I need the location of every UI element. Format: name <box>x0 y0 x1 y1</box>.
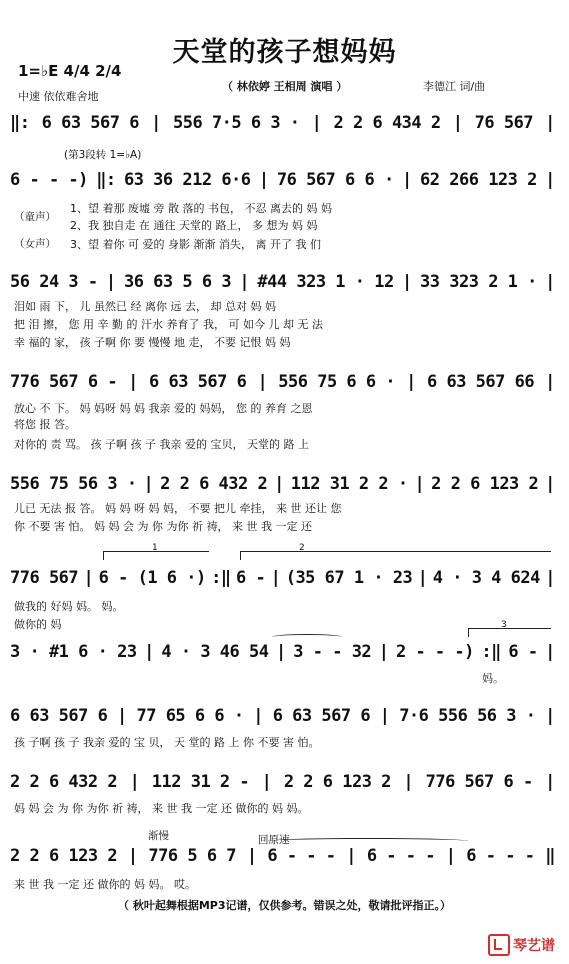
lyric-v3-line6: 做你的 妈 <box>14 618 62 631</box>
measure: 6 63 567 6 <box>41 113 139 133</box>
measure: 2 2 6 123 2 <box>431 474 539 494</box>
measure: 77 65 6 6 · <box>136 706 244 726</box>
bar-line: | <box>253 706 264 726</box>
ritardando-marking: 渐慢 <box>148 830 169 842</box>
measure: 2 2 6 123 2 <box>10 846 118 866</box>
bar-line: | <box>402 170 412 190</box>
measure: 776 567 6 - <box>10 372 118 392</box>
measure: 6 - <box>508 642 538 662</box>
bar-line: | <box>246 846 257 866</box>
volta-bracket-2: 2 <box>240 551 551 560</box>
notation-line-9 <box>10 772 555 792</box>
notation-line-7 <box>10 642 555 662</box>
bar-line: | <box>105 272 116 292</box>
bar-line: | <box>276 642 286 662</box>
final-bar: ‖ <box>545 846 555 866</box>
slur-arc <box>268 838 468 844</box>
key-signature: 1=♭E 4/4 2/4 <box>18 62 122 80</box>
measure: 556 75 56 3 · <box>10 474 137 494</box>
lyric-v3-line3: 幸 福的 家， 孩 子啊 你 要 慢慢 地 走， 不要 记恨 妈 妈 <box>14 336 291 349</box>
lyric-line7: 妈。 <box>482 672 504 685</box>
bar-line: | <box>403 772 414 792</box>
bar-line: | <box>417 568 428 588</box>
measure: 2 - - -) <box>395 642 474 662</box>
voice-female: （女声） <box>14 238 56 250</box>
lyric-v2-line4: 将您 报 答。 <box>14 418 76 431</box>
measure: 56 24 3 - <box>10 272 98 292</box>
repeat-end: :‖ <box>481 642 501 662</box>
bar-line: | <box>151 113 161 133</box>
notation-line-3 <box>10 272 555 292</box>
a-tempo-marking: 回原速 <box>258 834 290 846</box>
measure: 556 7·5 6 3 · <box>172 113 300 133</box>
bar-line: | <box>143 474 154 494</box>
composer: 李德江 词/曲 <box>423 80 486 93</box>
bar-line: | <box>378 642 389 662</box>
lyric-v1-line3: 泪如 雨 下， 儿 虽然已 经 离你 远 去， 却 总对 妈 妈 <box>14 300 276 313</box>
lyric-v3-line5: 你 不要 害 怕。 妈 妈 会 为 你 为你 祈 祷， 来 世 我 一定 还 <box>14 520 312 533</box>
measure: 6 - (1 6 ·) <box>98 568 206 588</box>
lyric-v3-line2: 3、望 着你 可 爱的 身影 渐渐 消失， 离 开了 我 们 <box>70 238 321 251</box>
voice-child: （童声） <box>14 211 56 223</box>
bar-line: | <box>414 474 425 494</box>
measure: 4 · 3 4 624 <box>432 568 540 588</box>
measure: 2 2 6 434 2 <box>333 113 441 133</box>
performers: （ 林依婷 王相周 演唱 ） <box>222 80 348 93</box>
measure: 76 567 <box>474 113 534 133</box>
bar-line: | <box>402 272 412 292</box>
bar-line: | <box>83 568 94 588</box>
bar-line: | <box>257 372 268 392</box>
measure: 2 2 6 432 2 <box>160 474 268 494</box>
bar-line: | <box>261 772 272 792</box>
lyric-line9: 妈 妈 会 为 你 为你 祈 祷， 来 世 我 一定 还 做你的 妈 妈。 <box>14 802 309 815</box>
bar-line: ‖: <box>10 113 30 133</box>
lyric-v2-line2: 2、我 独自走 在 通往 天堂的 路上， 多 想为 妈 妈 <box>70 219 318 232</box>
notation-line-5 <box>10 474 555 494</box>
bar-line: | <box>270 568 281 588</box>
measure: 6 - - - <box>366 846 435 866</box>
notation-line-2 <box>10 170 555 190</box>
measure: 62 266 123 2 <box>420 170 537 190</box>
notation-line-8 <box>10 706 555 726</box>
bar-line: | <box>129 772 140 792</box>
measure: 776 5 6 7 <box>148 846 237 866</box>
measure: 7·6 556 56 3 · <box>399 706 536 726</box>
measure: 4 · 3 46 54 <box>161 642 269 662</box>
bar-line: | <box>117 706 127 726</box>
brand-logo-icon <box>488 934 510 956</box>
notation-line-10 <box>10 846 555 866</box>
bar-line: | <box>445 846 456 866</box>
measure: 76 567 6 6 · <box>276 170 394 190</box>
volta-bracket-1: 1 <box>103 551 209 560</box>
measure: 3 - - 32 <box>293 642 372 662</box>
lyric-v1-line6: 做我的 好妈 妈。 妈。 <box>14 600 124 613</box>
measure: 6 63 567 66 <box>427 372 535 392</box>
bar-line: | <box>545 113 555 133</box>
slur-arc <box>272 634 342 640</box>
measure: 6 63 567 6 <box>149 372 247 392</box>
tempo-marking: 中速 依依难舍地 <box>18 90 99 103</box>
bar-line: | <box>379 706 390 726</box>
measure: 3 · #1 6 · 23 <box>10 642 137 662</box>
bar-line: | <box>127 846 138 866</box>
bar-line: | <box>545 474 555 494</box>
bar-line: | <box>545 272 555 292</box>
lyric-v2-line3: 把 泪 擦， 您 用 辛 勤 的 汗水 养育了 我， 可 如今 儿 却 无 法 <box>14 318 323 331</box>
bar-line: | <box>311 113 322 133</box>
bar-line: | <box>545 170 555 190</box>
volta-bracket-3: 3 <box>468 628 551 637</box>
brand-name: 琴艺谱 <box>513 938 555 954</box>
measure: 776 567 <box>10 568 79 588</box>
measure: 6 63 567 6 <box>272 706 371 726</box>
measure: 6 - - - <box>466 846 535 866</box>
bar-line: | <box>258 170 269 190</box>
notation-line-4 <box>10 372 555 392</box>
lyric-line8: 孩 子啊 孩 子 我亲 爱的 宝 贝， 天 堂的 路 上 你 不要 害 怕。 <box>14 736 320 749</box>
measure: 776 567 6 - <box>425 772 533 792</box>
notation-line-1 <box>10 113 555 133</box>
bar-line: | <box>239 272 250 292</box>
bar-line: | <box>406 372 416 392</box>
measure: 6 - <box>235 568 266 588</box>
lyric-v3-line4: 对你的 责 骂。 孩 子啊 孩 子 我亲 爱的 宝贝， 天堂的 路 上 <box>14 438 309 451</box>
footer-note: （ 秋叶起舞根据MP3记谱，仅供参考。错误之处，敬请批评指正。） <box>118 899 451 912</box>
measure: 33 323 2 1 · <box>420 272 537 292</box>
repeat-start: ‖: <box>96 170 116 190</box>
bar-line: | <box>144 642 154 662</box>
measure: 2 2 6 123 2 <box>283 772 391 792</box>
key-change-note: (第3段转 1=♭A) <box>64 149 142 161</box>
bar-line: | <box>346 846 357 866</box>
bar-line: | <box>128 372 138 392</box>
notation-line-6 <box>10 568 555 588</box>
repeat-end: :‖ <box>211 568 231 588</box>
measure: 112 31 2 2 · <box>290 474 408 494</box>
measure: 6 63 567 6 <box>10 706 108 726</box>
lyric-line10: 来 世 我 一定 还 做你的 妈 妈。 哎。 <box>14 878 196 891</box>
bar-line: | <box>452 113 463 133</box>
measure: 6 - - - <box>267 846 336 866</box>
bar-line: | <box>545 642 555 662</box>
measure: 556 75 6 6 · <box>278 372 396 392</box>
lyric-v1-line5: 儿已 无法 报 答。 妈 妈 呀 妈 妈， 不要 把儿 牵挂， 来 世 还让 您 <box>14 502 342 515</box>
bar-line: | <box>545 372 555 392</box>
brand-watermark <box>488 934 555 956</box>
measure: 112 31 2 - <box>151 772 250 792</box>
page-title: 天堂的孩子想妈妈 <box>172 37 397 68</box>
measure: (35 67 1 · 23 <box>285 568 413 588</box>
bar-line: | <box>545 568 555 588</box>
lyric-v1-line4: 放心 不 下。 妈 妈呀 妈 妈 我亲 爱的 妈妈， 您 的 养育 之恩 <box>14 402 313 415</box>
measure: 36 63 5 6 3 <box>123 272 232 292</box>
bar-line: | <box>545 772 555 792</box>
lyric-v1-line2: 1、望 着那 废墟 旁 散 落的 书包， 不忍 离去的 妈 妈 <box>70 202 332 215</box>
measure: 6 - - -) <box>10 170 88 190</box>
bar-line: | <box>545 706 555 726</box>
measure: #44 323 1 · 12 <box>257 272 394 292</box>
measure: 63 36 212 6·6 <box>123 170 251 190</box>
bar-line: | <box>274 474 284 494</box>
measure: 2 2 6 432 2 <box>10 772 118 792</box>
